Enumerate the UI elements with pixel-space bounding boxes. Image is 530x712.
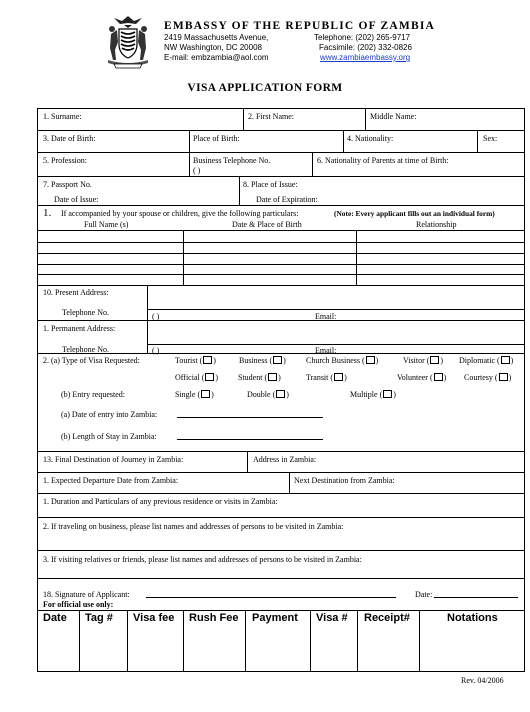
- accompanied-note: (Note: Every applicant fills out an individual form): [334, 209, 495, 218]
- date-of-entry-label: (a) Date of entry into Zambia:: [61, 410, 158, 419]
- middle-name-label: Middle Name:: [370, 112, 417, 121]
- address-in-zambia-label: Address in Zambia:: [253, 455, 317, 464]
- official-col-notations: Notations: [447, 612, 498, 624]
- entry-option-label: Double: [247, 390, 271, 399]
- embassy-address-line1: 2419 Massachusetts Avenue,: [164, 33, 269, 42]
- date-of-entry-line[interactable]: [177, 409, 323, 418]
- official-col-payment: Payment: [252, 612, 298, 624]
- visa-option-label: Business: [239, 356, 268, 365]
- checkbox[interactable]: [430, 356, 439, 364]
- col-full-name: Full Name (s): [84, 220, 129, 229]
- signature-line[interactable]: [146, 589, 396, 598]
- checkbox[interactable]: [434, 373, 443, 381]
- passport-no-label: 7. Passport No.: [43, 180, 92, 189]
- visa-option-label: Volunteer: [397, 373, 428, 382]
- date-of-expiration-label: Date of Expiration:: [256, 195, 318, 204]
- visa-option-label: Visitor: [403, 356, 425, 365]
- visa-option-label: Diplomatic: [459, 356, 495, 365]
- checkbox[interactable]: [276, 390, 285, 398]
- email-label-2: Email:: [315, 346, 337, 355]
- visa-option-label: Official: [175, 373, 200, 382]
- signature-label: 18. Signature of Applicant:: [43, 590, 130, 599]
- col-relationship: Relationship: [416, 220, 457, 229]
- visa-option-student[interactable]: Student ( ): [238, 373, 281, 382]
- zambia-coat-of-arms-icon: [102, 14, 154, 70]
- official-col-tag: Tag #: [85, 612, 113, 624]
- departure-date-label: 1. Expected Departure Date from Zambia:: [43, 476, 179, 485]
- visa-option-tourist[interactable]: Tourist ( ): [175, 356, 216, 365]
- visa-option-transit[interactable]: Transit ( ): [306, 373, 347, 382]
- place-of-issue-label: 8. Place of Issue:: [243, 180, 298, 189]
- first-name-label: 2. First Name:: [248, 112, 294, 121]
- embassy-facsimile: Facsimile: (202) 332-0826: [319, 43, 412, 52]
- surname-label: 1. Surname:: [43, 112, 82, 121]
- date-of-issue-label: Date of Issue:: [54, 195, 99, 204]
- official-col-receipt: Receipt#: [364, 612, 410, 624]
- col-date-place-birth: Date & Place of Birth: [232, 220, 302, 229]
- date-line[interactable]: [434, 589, 518, 598]
- business-telephone-parens: ( ): [193, 166, 201, 175]
- entry-requested-label: (b) Entry requested:: [61, 390, 125, 399]
- telephone-label-1: Telephone No.: [62, 308, 109, 317]
- checkbox[interactable]: [334, 373, 343, 381]
- checkbox[interactable]: [201, 390, 210, 398]
- business-travel-label: 2. If traveling on business, please list names and addresses of persons to be visited in Zambia:: [43, 522, 344, 531]
- entry-option-label: Multiple: [350, 390, 378, 399]
- visa-option-label: Tourist: [175, 356, 198, 365]
- date-label: Date:: [415, 590, 433, 599]
- accompanied-number: 1.: [43, 207, 52, 219]
- length-of-stay-label: (b) Length of Stay in Zambia:: [61, 432, 157, 441]
- previous-residence-label: 1. Duration and Particulars of any previous residence or visits in Zambia:: [43, 497, 278, 506]
- nationality-label: 4. Nationality:: [347, 134, 394, 143]
- place-of-birth-label: Place of Birth:: [193, 134, 240, 143]
- entry-option-single[interactable]: Single ( ): [175, 390, 214, 399]
- checkbox[interactable]: [499, 373, 508, 381]
- accompanied-text: If accompanied by your spouse or children, give the following particulars:: [61, 209, 299, 218]
- embassy-title: EMBASSY OF THE REPUBLIC OF ZAMBIA: [164, 20, 436, 32]
- entry-option-label: Single: [175, 390, 196, 399]
- visa-option-label: Transit: [306, 373, 329, 382]
- visa-option-volunteer[interactable]: Volunteer ( ): [397, 373, 447, 382]
- visa-option-label: Courtesy: [464, 373, 493, 382]
- official-col-visa-number: Visa #: [316, 612, 348, 624]
- visa-option-label: Student: [238, 373, 263, 382]
- embassy-email: E-mail: embzambia@aol.com: [164, 53, 269, 62]
- visa-type-label: 2. (a) Type of Visa Requested:: [43, 356, 140, 365]
- checkbox[interactable]: [273, 356, 282, 364]
- business-telephone-label: Business Telephone No.: [193, 156, 271, 165]
- official-use-label: For official use only:: [43, 600, 114, 609]
- present-address-label: 10. Present Address:: [43, 288, 109, 297]
- visa-option-church-business[interactable]: Church Business ( ): [306, 356, 379, 365]
- form-title: VISA APPLICATION FORM: [187, 82, 343, 94]
- visa-option-visitor[interactable]: Visitor ( ): [403, 356, 444, 365]
- checkbox[interactable]: [501, 356, 510, 364]
- final-destination-label: 13. Final Destination of Journey in Zambia:: [43, 455, 184, 464]
- visa-option-official[interactable]: Official ( ): [175, 373, 219, 382]
- telephone-parens-2: ( ): [152, 346, 160, 355]
- embassy-address-line2: NW Washington, DC 20008: [164, 43, 262, 52]
- official-col-date: Date: [43, 612, 67, 624]
- checkbox[interactable]: [268, 373, 277, 381]
- entry-option-multiple[interactable]: Multiple ( ): [350, 390, 396, 399]
- nationality-parents-label: 6. Nationality of Parents at time of Birth:: [317, 156, 449, 165]
- profession-label: 5. Profession:: [43, 156, 87, 165]
- visa-option-label: Church Business: [306, 356, 360, 365]
- permanent-address-label: 1. Permanent Address:: [43, 324, 116, 333]
- dob-label: 3. Date of Birth:: [43, 134, 96, 143]
- email-label-1: Email:: [315, 312, 337, 321]
- checkbox[interactable]: [205, 373, 214, 381]
- visa-option-diplomatic[interactable]: Diplomatic ( ): [459, 356, 514, 365]
- official-col-rush-fee: Rush Fee: [189, 612, 239, 624]
- official-col-visa-fee: Visa fee: [133, 612, 175, 624]
- visiting-relatives-label: 3. If visiting relatives or friends, please list names and addresses of persons to be visited in Zambia:: [43, 555, 362, 564]
- next-destination-label: Next Destination from Zambia:: [294, 476, 395, 485]
- embassy-telephone: Telephone: (202) 265-9717: [314, 33, 411, 42]
- visa-option-courtesy[interactable]: Courtesy ( ): [464, 373, 512, 382]
- entry-option-double[interactable]: Double ( ): [247, 390, 289, 399]
- checkbox[interactable]: [366, 356, 375, 364]
- sex-label: Sex:: [483, 134, 498, 143]
- checkbox[interactable]: [203, 356, 212, 364]
- length-of-stay-line[interactable]: [177, 431, 323, 440]
- visa-option-business[interactable]: Business ( ): [239, 356, 286, 365]
- revision-label: Rev. 04/2006: [461, 676, 504, 685]
- checkbox[interactable]: [383, 390, 392, 398]
- embassy-website-link[interactable]: www.zambiaembassy.org: [320, 53, 411, 62]
- telephone-label-2: Telephone No.: [62, 345, 109, 354]
- telephone-parens-1: ( ): [152, 312, 160, 321]
